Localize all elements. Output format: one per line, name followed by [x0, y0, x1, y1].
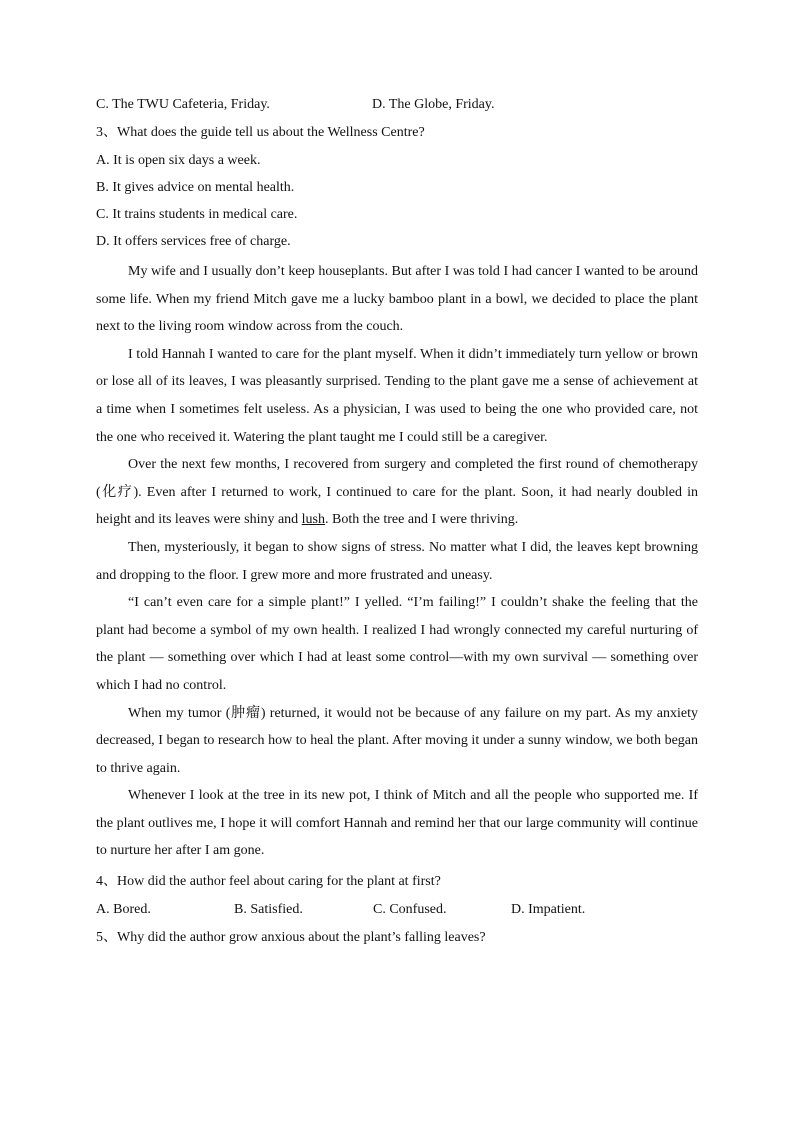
passage-paragraph-3-part-b: . Both the tree and I were thriving.: [325, 512, 519, 528]
passage-paragraph-3: [96, 451, 698, 534]
question-4-option-b: B. Satisfied.: [234, 902, 303, 918]
passage-paragraph-5: “I can’t even care for a simple plant!” I yelled. “I’m failing!” I couldn’t shake the feeling that the plant had become a symbol of my own health. I realized I had wrongly connected my careful nurturing of the plant — something over which I had at least some control—with my own survival — something over which I had no control.: [96, 595, 698, 693]
question-2-options-tail: [96, 94, 698, 116]
question-4-option-c: C. Confused.: [373, 902, 447, 918]
passage-paragraph-4: Then, mysteriously, it began to show signs of stress. No matter what I did, the leaves kept browning and dropping to the floor. I grew more and more frustrated and uneasy.: [96, 539, 698, 583]
underlined-word-lush: lush: [301, 512, 326, 528]
question-3-option-d: D. It offers services free of charge.: [96, 234, 291, 249]
passage-paragraph-3-part-a: Over the next few months, I recovered from surgery and completed the first round of chemotherapy (化疗). Even after I returned to work, I continued to care for the plant. Soon, it had nearly doubled in height and its leaves were shiny and: [96, 457, 698, 528]
question-4-options: [96, 899, 698, 921]
question-4-option-d: D. Impatient.: [511, 902, 586, 918]
question-3-option-c: C. It trains students in medical care.: [96, 207, 298, 222]
question-3-option-a: A. It is open six days a week.: [96, 153, 261, 168]
question-5-stem: 5、Why did the author grow anxious about the plant’s falling leaves?: [96, 930, 486, 946]
document-page: [96, 94, 698, 955]
passage-paragraph-6: When my tumor (肿瘤) returned, it would not be because of any failure on my part. As my anxiety decreased, I began to research how to heal the plant. After moving it under a sunny window, we both began to thrive again.: [96, 705, 698, 776]
passage-paragraph-7: Whenever I look at the tree in its new pot, I think of Mitch and all the people who supported me. If the plant outlives me, I hope it will comfort Hannah and remind her that our large community will continue to nurture her after I am gone.: [96, 788, 698, 859]
question-3-stem: 3、What does the guide tell us about the Wellness Centre?: [96, 125, 425, 140]
passage-paragraph-2: I told Hannah I wanted to care for the plant myself. When it didn’t immediately turn yellow or brown or lose all of its leaves, I was pleasantly surprised. Tending to the plant gave me a sense of achievement at a time when I sometimes felt useless. As a physician, I was used to being the one who provided care, not the one who received it. Watering the plant taught me I could still be a caregiver.: [96, 346, 698, 445]
question-2-option-d: D. The Globe, Friday.: [372, 97, 495, 112]
question-4-stem: 4、How did the author feel about caring for the plant at first?: [96, 874, 441, 890]
passage-paragraph-1: My wife and I usually don’t keep houseplants. But after I was told I had cancer I wanted to be around some life. When my friend Mitch gave me a lucky bamboo plant in a bowl, we decided to place the plant next to the living room window across from the couch.: [96, 264, 698, 335]
question-4-option-a: A. Bored.: [96, 902, 151, 918]
question-3-option-b: B. It gives advice on mental health.: [96, 180, 295, 195]
question-2-option-c: C. The TWU Cafeteria, Friday.: [96, 97, 270, 112]
